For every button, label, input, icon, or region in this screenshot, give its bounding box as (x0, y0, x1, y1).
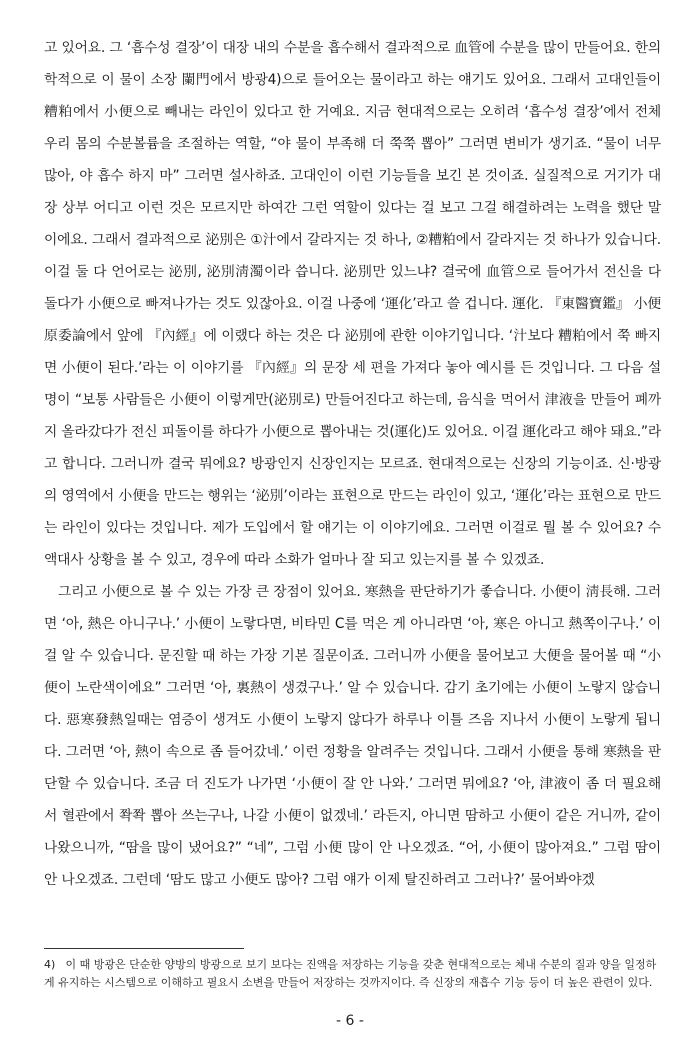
body-text (44, 32, 661, 896)
paragraph-1: 고 있어요. 그 ‘흡수성 결장’이 대장 내의 수분을 흡수해서 결과적으로 血管에 수분을 많이 만들어요. 한의학적으로 이 물이 소장 闌門에서 방광4)으로 들어오는 물이라고 하는 얘기도 있어요. 그래서 고대인들이 糟粕에서 小便으로 빼내는 라인이 있다고 한 거예요. 지금 현대적으로는 오히려 ‘흡수성 결장’에서 전체 우리 몸의 수분볼륨을 조절하는 역할, “야 물이 부족해 더 쭉쭉 뽑아” 그러면 변비가 생기죠. “물이 너무 많아, 야 흡수 하지 마” 그러면 설사하죠. 고대인이 이런 기능들을 보긴 본 것이죠. 실질적으로 거기가 대장 상부 어디고 이런 것은 모르지만 하여간 그런 역할이 있다는 걸 보고 그걸 해결하려는 노력을 했단 말이에요. 그래서 결과적으로 泌別은 ①汁에서 갈라지는 것 하나, ②糟粕에서 갈라지는 것 하나가 있습니다. 이걸 둘 다 언어로는 泌別, 泌別淸濁이라 씁니다. 泌別만 있느냐? 결국에 血管으로 들어가서 전신을 다 돌다가 小便으로 빠져나가는 것도 있잖아요. 이걸 나중에 ‘運化’라고 쓸 겁니다. 運化. 『東醫寶鑑』 小便原委論에서 앞에 『內經』에 이랬다 하는 것은 다 泌別에 관한 이야기입니다. ‘汁보다 糟粕에서 쭉 빠지면 小便이 된다.’라는 이 이야기를 『內經』의 문장 세 편을 가져다 놓아 예시를 든 것입니다. 그 다음 설명이 “보통 사람들은 小便이 이렇게만(泌別로) 만들어진다고 하는데, 음식을 먹어서 津液을 만들어 폐까지 올라갔다가 전신 피돌이를 하다가 小便으로 뽑아내는 것(運化)도 있어요. 이걸 運化라고 해야 돼요.”라고 합니다. 그러니까 결국 뭐에요? 방광인지 신장인지는 모르죠. 현대적으로는 신장의 기능이죠. 신·방광의 영역에서 小便을 만드는 행위는 ‘泌別’이라는 표현으로 만드는 라인이 있고, ‘運化’라는 표현으로 만드는 라인이 있다는 것입니다. 제가 도입에서 할 얘기는 이 이야기에요. 그러면 이걸로 뭘 볼 수 있어요? 수액대사 상황을 볼 수 있고, 경우에 따라 소화가 얼마나 잘 되고 있는지를 볼 수 있겠죠. (44, 40, 661, 568)
footnote-text: 이 때 방광은 단순한 양방의 방광으로 보기 보다는 진액을 저장하는 기능을 갖춘 현대적으로는 체내 수분의 질과 양을 일정하게 유지하는 시스템으로 이해하고 필요시 소변을 만들어 저장하는 것까지이다. 즉 신장의 재흡수 기능 등이 더 높은 관련이 있다. (44, 958, 657, 989)
paragraph-2: 그리고 小便으로 볼 수 있는 가장 큰 장점이 있어요. 寒熱을 판단하기가 좋습니다. 小便이 淸長해. 그러면 ‘아, 熱은 아니구나.’ 小便이 노랗다면, 비타민 C를 먹은 게 아니라면 ‘아, 寒은 아니고 熱쪽이구나.’ 이걸 알 수 있습니다. 문진할 때 하는 가장 기본 질문이죠. 그러니까 小便을 물어보고 大便을 물어볼 때 “小便이 노란색이에요” 그러면 ‘아, 裏熱이 생겼구나.’ 알 수 있습니다. 감기 초기에는 小便이 노랗지 않습니다. 惡寒發熱일때는 염증이 생겨도 小便이 노랗지 않다가 하루나 이틀 즈음 지나서 小便이 노랗게 됩니다. 그러면 ‘아, 熱이 속으로 좀 들어갔네.’ 이런 정황을 알려주는 것입니다. 그래서 小便을 통해 寒熱을 판단할 수 있습니다. 조금 더 진도가 나가면 ‘小便이 잘 안 나와.’ 그러면 뭐에요? ‘아, 津液이 좀 더 필요해서 혈관에서 쫙쫙 뽑아 쓰는구나, 나갈 小便이 없겠네.’ 라든지, 아니면 땀하고 小便이 같은 거니까, 같이 나왔으니까, “땀을 많이 냈어요?” “네”, 그럼 小便 많이 안 나오겠죠. “어, 小便이 많아져요.” 그럼 땀이 안 나오겠죠. 그런데 ‘땀도 많고 小便도 많아? 그럼 얘가 이제 탈진하려고 그러나?’ 물어봐야겠 (44, 584, 661, 888)
footnote-number: 4) (44, 958, 56, 971)
page-number: - 6 - (336, 1013, 364, 1029)
footnote (44, 956, 661, 992)
footnote-divider (44, 948, 244, 949)
